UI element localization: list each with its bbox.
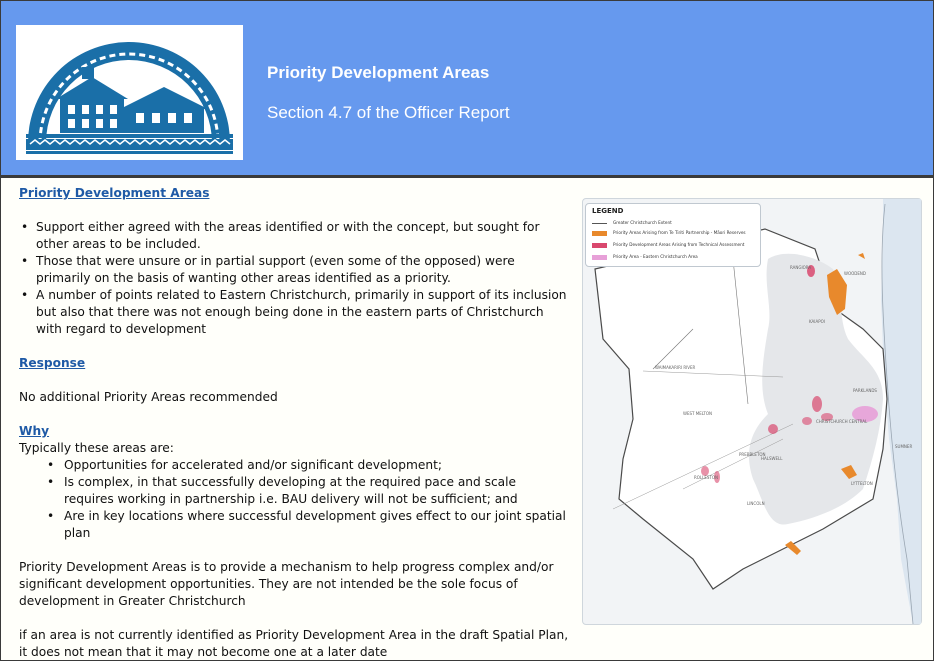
feedback-list bbox=[19, 219, 569, 338]
map-label: CHRISTCHURCH CENTRAL bbox=[816, 419, 868, 424]
map-label: WOODEND bbox=[844, 271, 866, 276]
why-item: • Are in key locations where successful development gives effect to our joint spatial plan bbox=[19, 508, 569, 542]
text-content bbox=[19, 185, 569, 661]
legend-item: Priority Development Areas Arising from Technical Assessment bbox=[592, 242, 744, 250]
legend-item: Priority Areas Arising from Te Tiriti Partnership - Māori Reserves bbox=[592, 230, 746, 238]
map-legend bbox=[585, 203, 761, 267]
feedback-item: • Support either agreed with the areas identified or with the concept, but sought for other areas to be included. bbox=[19, 219, 569, 253]
map-label: KAIAPOI bbox=[809, 319, 825, 324]
map-label: ROLLESTON bbox=[694, 475, 719, 480]
why-list bbox=[19, 457, 569, 542]
map-label: PREBBLETON bbox=[739, 452, 766, 457]
paragraph-purpose: Priority Development Areas is to provide a mechanism to help progress complex and/or significant development opportunities. They are not intended be the sole focus of development in Greater Christchurch bbox=[19, 560, 554, 608]
section-heading-response: Response bbox=[19, 356, 86, 370]
map-label: WEST MELTON bbox=[683, 411, 712, 416]
logo bbox=[16, 25, 243, 160]
legend-item: Greater Christchurch Extent bbox=[592, 220, 672, 228]
why-intro: Typically these areas are: bbox=[19, 441, 174, 455]
map-label: SUMNER bbox=[895, 444, 913, 449]
response-text: No additional Priority Areas recommended bbox=[19, 390, 278, 404]
why-item: • Opportunities for accelerated and/or significant development; bbox=[19, 457, 569, 474]
map-label: HALSWELL bbox=[761, 456, 783, 461]
house-under-arch-logo-icon bbox=[16, 25, 243, 160]
section-heading-priority-areas: Priority Development Areas bbox=[19, 186, 210, 200]
map-label: LINCOLN bbox=[747, 501, 765, 506]
section-heading-why: Why bbox=[19, 424, 50, 438]
legend-title: LEGEND bbox=[592, 207, 624, 215]
map-label: PARKLANDS bbox=[853, 388, 877, 393]
header-banner bbox=[1, 1, 933, 178]
map-label: WAIMAKARIRI RIVER bbox=[655, 365, 696, 370]
map-label: LYTTELTON bbox=[851, 481, 873, 486]
feedback-item: • A number of points related to Eastern Christchurch, primarily in support of its inclusion but also that there was not enough being done in the eastern parts of Christchurch with regard to development bbox=[19, 287, 569, 338]
page-subtitle: Section 4.7 of the Officer Report bbox=[267, 103, 510, 122]
feedback-item: • Those that were unsure or in partial support (even some of the opposed) were primarily on the basis of wanting other areas identified as a priority. bbox=[19, 253, 569, 287]
paragraph-note: if an area is not currently identified as Priority Development Area in the draft Spatial Plan, it does not mean that it may not become one at a later date bbox=[19, 628, 569, 659]
legend-item: Priority Area - Eastern Christchurch Area bbox=[592, 254, 698, 262]
map-label: RANGIORA bbox=[790, 265, 812, 270]
why-item: • Is complex, in that successfully developing at the required pace and scale requires working in partnership i.e. BAU delivery will not be sufficient; and bbox=[19, 474, 569, 508]
page-title: Priority Development Areas bbox=[267, 63, 490, 82]
